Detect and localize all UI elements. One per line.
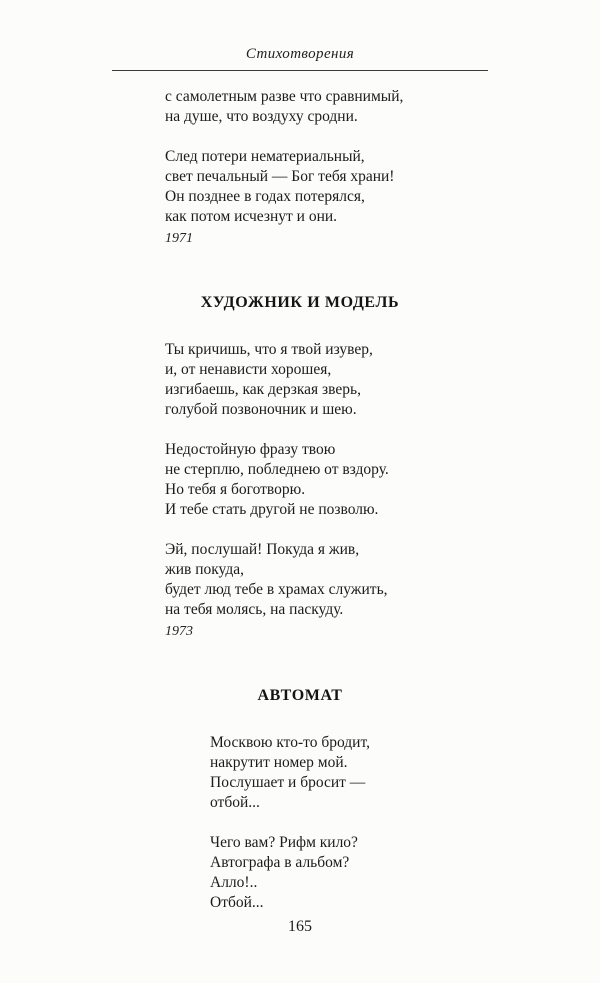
poem-title: АВТОМАТ (257, 687, 343, 704)
poem-line: на душе, что воздуху сродни. (165, 108, 358, 125)
poem-line: Но тебя я боготворю. (165, 481, 306, 498)
running-header: Стихотворения (245, 46, 355, 62)
poem-line: накрутит номер мой. (210, 754, 348, 771)
stanza (0, 833, 600, 913)
poem-line: Послушает и бросит — (210, 774, 366, 791)
poem-line: отбой... (210, 794, 260, 811)
stanza (0, 440, 600, 520)
poem-line: как потом исчезнут и они. (165, 208, 338, 225)
poem-line: свет печальный — Бог тебя храни! (165, 168, 395, 185)
poem-date: 1971 (165, 231, 193, 246)
stanza (0, 733, 600, 813)
poem-line: След потери нематериальный, (165, 148, 365, 165)
poem-line: Алло!.. (210, 874, 258, 891)
poem-title: ХУДОЖНИК И МОДЕЛЬ (200, 294, 400, 311)
poem-line: будет люд тебе в храмах служить, (165, 581, 388, 598)
stanza (0, 340, 600, 420)
page-number: 165 (288, 918, 312, 935)
poem-content (0, 71, 600, 913)
poem-line: Недостойную фразу твою (165, 441, 336, 458)
poem-line: Автографа в альбом? (210, 854, 350, 871)
poem-line: жив покуда, (165, 561, 244, 578)
poem-date: 1973 (165, 624, 193, 639)
stanza (0, 540, 600, 620)
poem-line: Отбой... (210, 894, 264, 911)
poem-line: не стерплю, побледнею от вздору. (165, 461, 389, 478)
poem-line: Москвою кто-то бродит, (210, 734, 370, 751)
stanza (0, 87, 600, 127)
poem-line: на тебя молясь, на паскуду. (165, 601, 344, 618)
poem-line: Эй, послушай! Покуда я жив, (165, 541, 360, 558)
poem-line: голубой позвоночник и шею. (165, 401, 357, 418)
poem-line: И тебе стать другой не позволю. (165, 501, 379, 518)
poem-line: изгибаешь, как дерзкая зверь, (165, 381, 361, 398)
poem-line: Чего вам? Рифм кило? (210, 834, 358, 851)
poem-line: Он позднее в годах потерялся, (165, 188, 365, 205)
poem-line: с самолетным разве что сравнимый, (165, 88, 404, 105)
poem-line: и, от ненависти хорошея, (165, 361, 332, 378)
stanza (0, 147, 600, 227)
poem-line: Ты кричишь, что я твой изувер, (165, 341, 373, 358)
